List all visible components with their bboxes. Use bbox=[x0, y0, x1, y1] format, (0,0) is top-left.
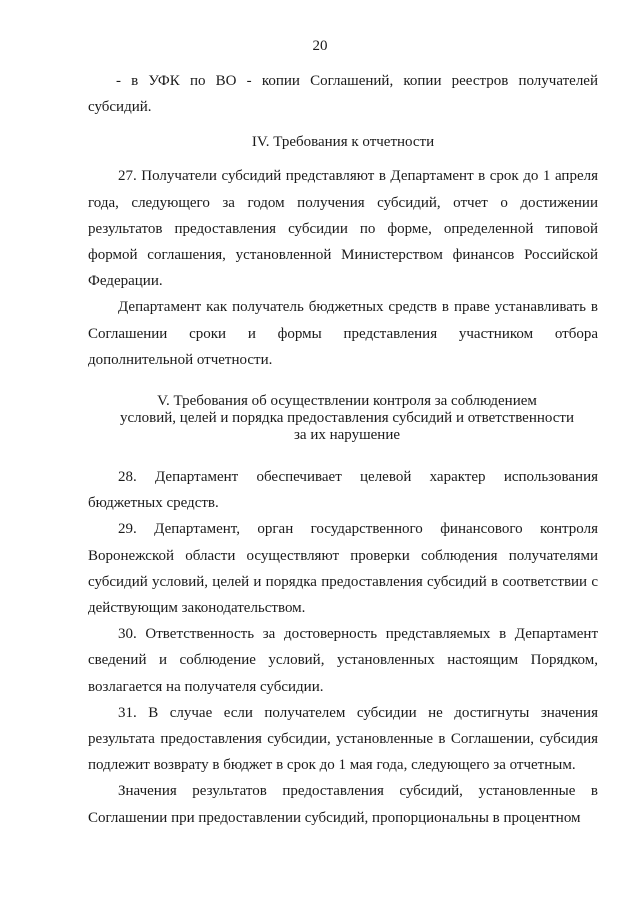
paragraph-ufk: - в УФК по ВО - копии Соглашений, копии реестров получателей субсидий. bbox=[88, 73, 598, 116]
paragraph-30: 30. Ответственность за достоверность представляемых в Департамент сведений и соблюдение условий, установленных настоящим Порядком, возлагается на получателя субсидии. bbox=[88, 626, 598, 695]
section-5-title-line-1: V. Требования об осуществлении контроля за соблюдением bbox=[157, 393, 537, 410]
paragraph-department-rights: Департамент как получатель бюджетных средств в праве устанавливать в Соглашении сроки и формы представления участником отбора дополнительной отчетности. bbox=[88, 299, 598, 368]
paragraph-27: 27. Получатели субсидий представляют в Департамент в срок до 1 апреля года, следующего за годом получения субсидий, отчет о достижении результатов предоставления субсидии по форме, определенной типовой формой соглашения, установленной Министерством финансов Российской Федерации. bbox=[88, 168, 598, 290]
section-5-title-line-2: условий, целей и порядка предоставления субсидий и ответственности bbox=[119, 410, 575, 427]
page-number: 20 bbox=[312, 38, 328, 54]
document-body bbox=[88, 68, 598, 831]
paragraph-28: 28. Департамент обеспечивает целевой характер использования бюджетных средств. bbox=[88, 469, 598, 512]
section-5-title-line-3: за их нарушение bbox=[293, 427, 401, 444]
paragraph-29: 29. Департамент, орган государственного финансового контроля Воронежской области осуществляют проверки соблюдения получателями субсидий условий, целей и порядка предоставления субсидий в соответствии с действующим законодательством. bbox=[88, 521, 598, 617]
section-4-title: IV. Требования к отчетности bbox=[251, 134, 435, 151]
paragraph-31: 31. В случае если получателем субсидии не достигнуты значения результата предоставления субсидии, установленные в Соглашении, субсидия подлежит возврату в бюджет в срок до 1 мая года, следующего за отчетным. bbox=[88, 704, 598, 774]
section-5-title bbox=[88, 393, 598, 444]
paragraph-result-values: Значения результатов предоставления субсидий, установленные в Соглашении при предоставлении субсидий, пропорциональны в процентном bbox=[88, 783, 598, 826]
